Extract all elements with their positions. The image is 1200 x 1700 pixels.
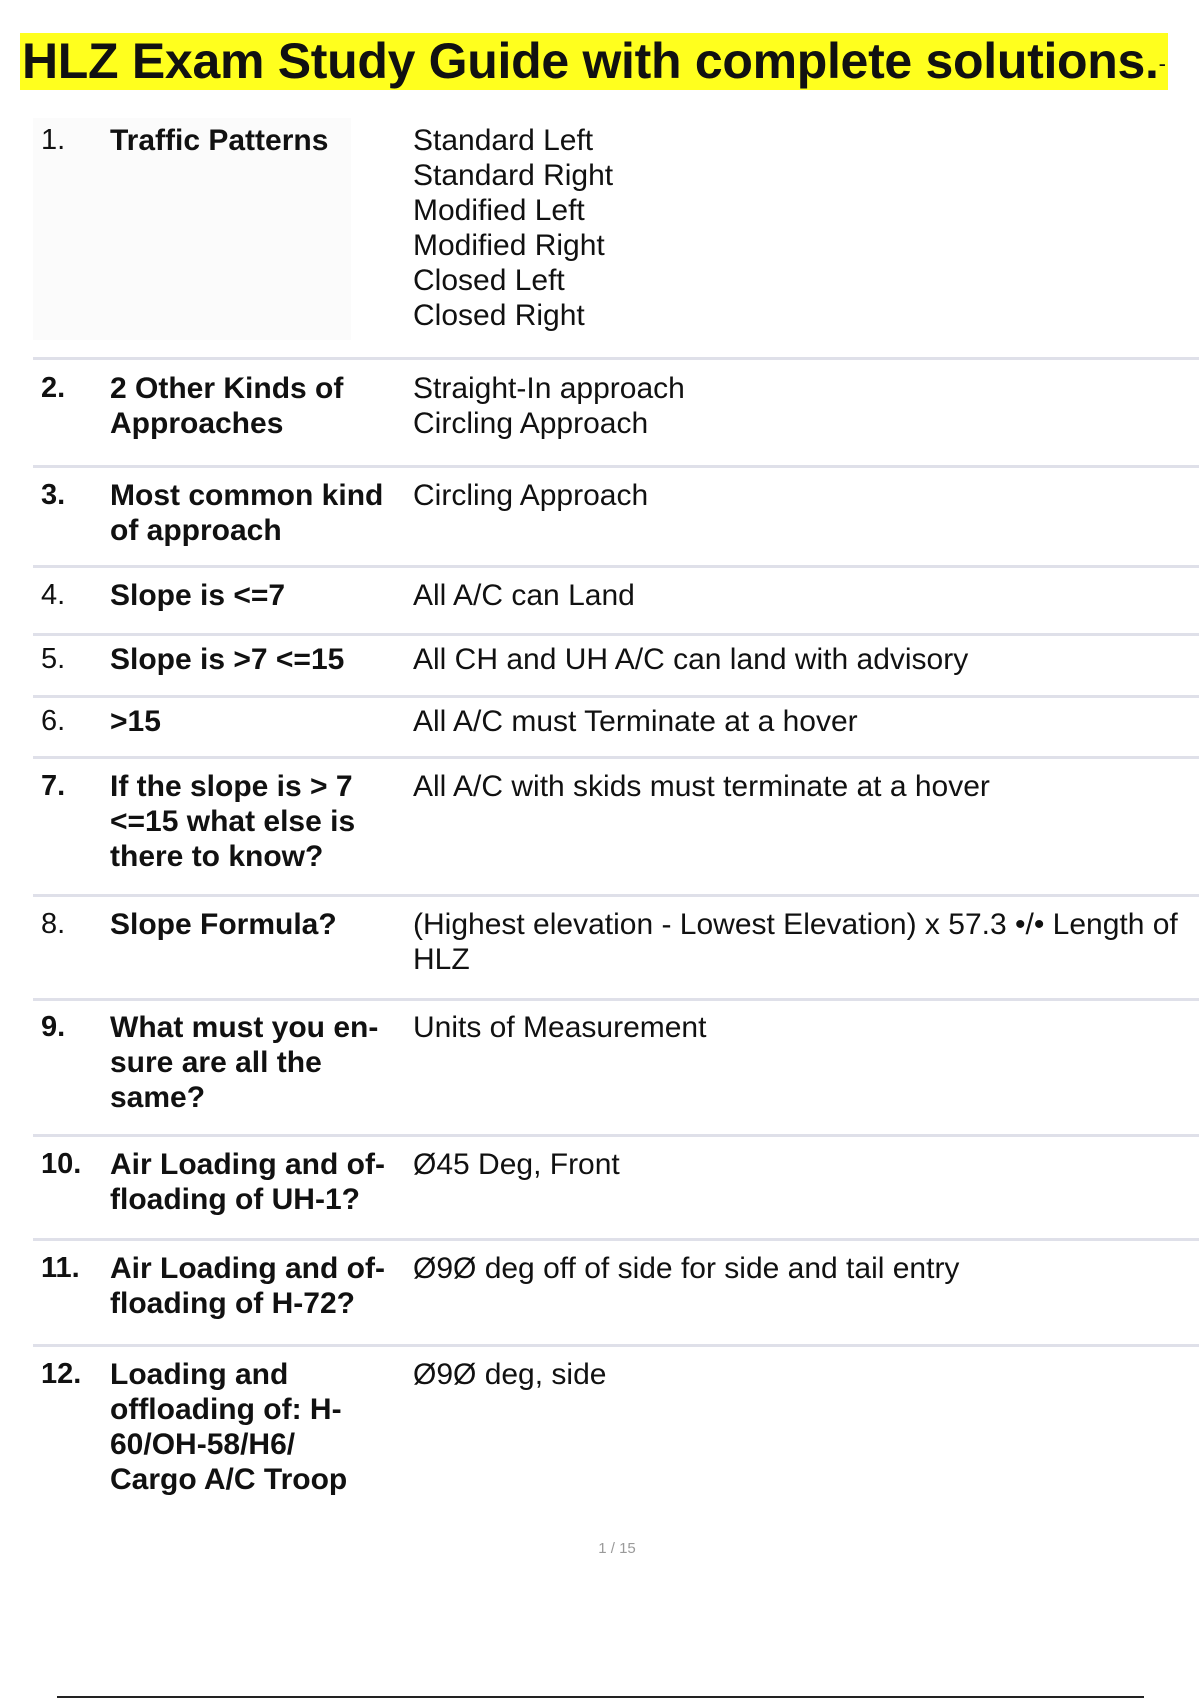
page-number: 1 / 15 xyxy=(598,1540,636,1557)
card-definition xyxy=(413,1251,1200,1286)
card-term: Air Loading and of-floading of H-72? xyxy=(110,1252,385,1320)
flashcard-row xyxy=(33,897,1199,1001)
card-term: Most common kind of approach xyxy=(110,479,384,547)
flashcard-row xyxy=(33,568,1199,636)
card-term: >15 xyxy=(110,705,161,738)
card-term: Air Loading and of-floading of UH-1? xyxy=(110,1148,385,1216)
card-term: If the slope is > 7 <=15 what else is there to know? xyxy=(110,770,356,873)
card-definition xyxy=(413,578,1200,613)
flashcard-row xyxy=(33,360,1199,468)
definition-line: Modified Left xyxy=(413,194,585,227)
card-number: 10. xyxy=(41,1148,82,1180)
card-number: 7. xyxy=(41,770,66,802)
card-term: Slope Formula? xyxy=(110,908,337,941)
flashcard-row xyxy=(33,468,1199,568)
card-number: 1. xyxy=(41,124,66,156)
footer-divider xyxy=(57,1696,1144,1698)
card-definition xyxy=(413,478,1200,513)
card-definition xyxy=(413,1147,1200,1182)
title-mark: - xyxy=(1158,51,1166,76)
definition-line: All A/C with skids must terminate at a hover xyxy=(413,770,990,803)
definition-line: All CH and UH A/C can land with advisory xyxy=(413,643,969,676)
card-definition xyxy=(413,907,1183,977)
card-number: 2. xyxy=(41,372,66,404)
definition-line: Circling Approach xyxy=(413,407,649,440)
definition-line: All A/C must Terminate at a hover xyxy=(413,705,858,738)
page-title xyxy=(20,33,1168,90)
flashcard-row xyxy=(33,698,1199,759)
card-term: Slope is <=7 xyxy=(110,579,286,612)
card-definition xyxy=(413,371,1200,441)
definition-line: All A/C can Land xyxy=(413,579,635,612)
definition-line: Straight-In approach xyxy=(413,372,685,405)
card-number: 12. xyxy=(41,1358,82,1390)
card-term: Slope is >7 <=15 xyxy=(110,643,345,676)
card-number: 4. xyxy=(41,579,66,611)
card-number: 6. xyxy=(41,705,66,737)
title-text: HLZ Exam Study Guide with complete solutions. xyxy=(22,33,1159,89)
card-definition xyxy=(413,1357,1200,1392)
definition-line: Standard Left xyxy=(413,124,594,157)
flashcard-list xyxy=(33,118,1199,1507)
card-number: 11. xyxy=(41,1252,80,1284)
flashcard-row xyxy=(33,1137,1199,1241)
card-definition xyxy=(413,642,1200,677)
definition-line: Circling Approach xyxy=(413,479,649,512)
card-term: What must you en-sure are all the same? xyxy=(110,1011,379,1114)
card-definition xyxy=(413,1010,1200,1045)
definition-line: (Highest elevation - Lowest Elevation) x 57.3 •/• Length of HLZ xyxy=(413,908,1178,976)
flashcard-row xyxy=(33,759,1199,897)
definition-line: Units of Measurement xyxy=(413,1011,707,1044)
card-number: 9. xyxy=(41,1011,66,1043)
definition-line: Ø45 Deg, Front xyxy=(413,1148,620,1181)
flashcard-row xyxy=(33,1347,1199,1507)
flashcard-row xyxy=(33,1241,1199,1347)
flashcard-row xyxy=(33,636,1199,698)
definition-line: Closed Left xyxy=(413,264,565,297)
card-term: Loading and offloading of: H-60/OH-58/H6/ Cargo A/C Troop xyxy=(110,1358,348,1496)
card-number: 8. xyxy=(41,908,66,940)
definition-line: Ø9Ø deg, side xyxy=(413,1358,607,1391)
card-number: 3. xyxy=(41,479,66,511)
flashcard-row xyxy=(33,118,1199,360)
flashcard-row xyxy=(33,1001,1199,1137)
card-number: 5. xyxy=(41,643,66,675)
definition-line: Closed Right xyxy=(413,299,585,332)
card-definition xyxy=(413,123,1200,333)
definition-line: Modified Right xyxy=(413,229,605,262)
card-definition xyxy=(413,769,1200,804)
definition-line: Ø9Ø deg off of side for side and tail entry xyxy=(413,1252,960,1285)
definition-line: Standard Right xyxy=(413,159,614,192)
card-definition xyxy=(413,704,1200,739)
card-term: Traffic Patterns xyxy=(110,124,329,157)
card-term: 2 Other Kinds of Approaches xyxy=(110,372,344,440)
